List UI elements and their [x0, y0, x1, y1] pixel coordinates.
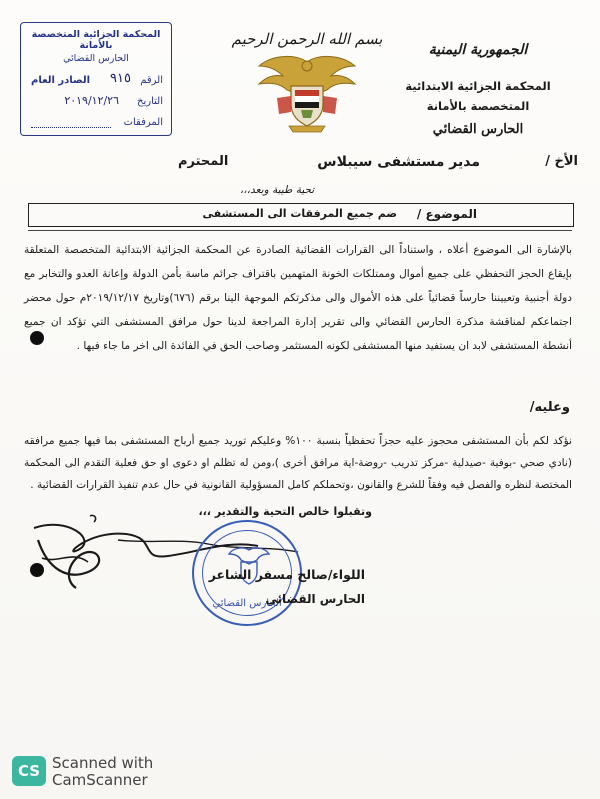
stamp-dotted-line [31, 127, 111, 128]
subject-text: ضم جميع المرفقات الى المستشفى [202, 207, 397, 220]
eagle-emblem-icon [255, 52, 359, 136]
addressee-name: مدير مستشفى سيبلاس [317, 154, 480, 170]
subject-label: الموضوع / [416, 207, 477, 221]
signatory-name: اللواء/صالح مسفر الشاعر [208, 567, 365, 582]
reference-stamp [20, 22, 172, 136]
body-paragraph-1 [24, 238, 572, 358]
paragraph-2-text: نؤكد لكم بأن المستشفى محجوز عليه حجزاً تحفظياً بنسبة ١٠٠% وعليكم توريد جميع أرباح المستشفى بما فيها جميع مرافقه (نادي صحي -بوفية -صيدلية -مركز تدريب -روضة-اية مرافق أخرى )،ومن له تظلم او دعوى او حق فعلية التقدم الى المحكمة المختصة لنظره والفصل فيه وفقاً للشرع والقانون ،وتحملكم كامل المسؤولية القانونية في حال عدم تنفيذ القرارات القضائية . [24, 435, 572, 491]
camscanner-line-2: CamScanner [52, 771, 148, 789]
greeting: تحية طيبة وبعد،،، [240, 184, 315, 196]
stamp-date-value: ٢٠١٩/١٢/٢٦ [64, 94, 119, 107]
addressee-prefix: الأخ / [545, 154, 578, 169]
body-paragraph-2 [24, 430, 572, 496]
stamp-attachments-label: المرفقات [123, 117, 163, 128]
camscanner-watermark [52, 755, 153, 789]
country-name: الجمهورية اليمنية [428, 42, 528, 58]
office-name: الحارس القضائي [432, 122, 524, 137]
camscanner-logo: CS [12, 756, 46, 786]
conclusion-label: وعليه/ [529, 400, 570, 415]
stamp-office: الحارس القضائي [63, 53, 129, 64]
addressee-honorific: المحترم [178, 154, 229, 169]
state-emblem [255, 52, 359, 136]
stamp-department: الصادر العام [31, 75, 91, 86]
paragraph-1-text: بالإشارة الى الموضوع أعلاه ، واستناداً الى القرارات القضائية الصادرة عن المحكمة الجزائية الابتدائية المتخصصة المتعلقة بإيقاع الحجز التحفظي على جميع أموال وممتلكات الخونة المتهمين باقتراف جرائم ماسة بأمن الدولة وإعانة العدو والتخابر مع دولة أجنبية وتعييننا حارساً قضائياً على هذه الأموال والى مذكرتكم الموجهة الينا برقم (٦٧٦)وتاريخ ٢٠١٩/١٢/١٧م حول محضر اجتماعكم لمناقشة مذكرة الحارس القضائي والى تقرير إدارة المراجعة لدينا حول مرافق المستشفى التي تؤكد ان جميع أنشطة المستشفى لابد ان يستفيد منها المستشفى لكونه المستثمر وصاحب الحق في الفائدة الى اخر ما جاء فيها . [24, 244, 573, 352]
subject-underline [28, 230, 572, 231]
stamp-court-name: المحكمة الجزائية المتخصصة بالأمانة [31, 29, 161, 51]
court-name: المحكمة الجزائية الابتدائية المتخصصة بالأمانة [405, 79, 551, 113]
stamp-date-label: التاريخ [137, 96, 163, 107]
closing-line: وتقبلوا خالص التحية والتقدير ،،، [198, 505, 372, 518]
signatory-title: الحارس القضائي [265, 592, 365, 606]
camscanner-line-1: Scanned with [52, 754, 154, 772]
seal-text: الحارس القضائي [212, 598, 282, 609]
punch-hole-top [30, 331, 44, 345]
basmala: بسم الله الرحمن الرحيم [231, 30, 383, 48]
subject-box [28, 203, 574, 227]
stamp-number-value: ٩١٥ [110, 71, 131, 86]
stamp-number-label: الرقم [140, 75, 163, 86]
letterhead [378, 40, 578, 140]
